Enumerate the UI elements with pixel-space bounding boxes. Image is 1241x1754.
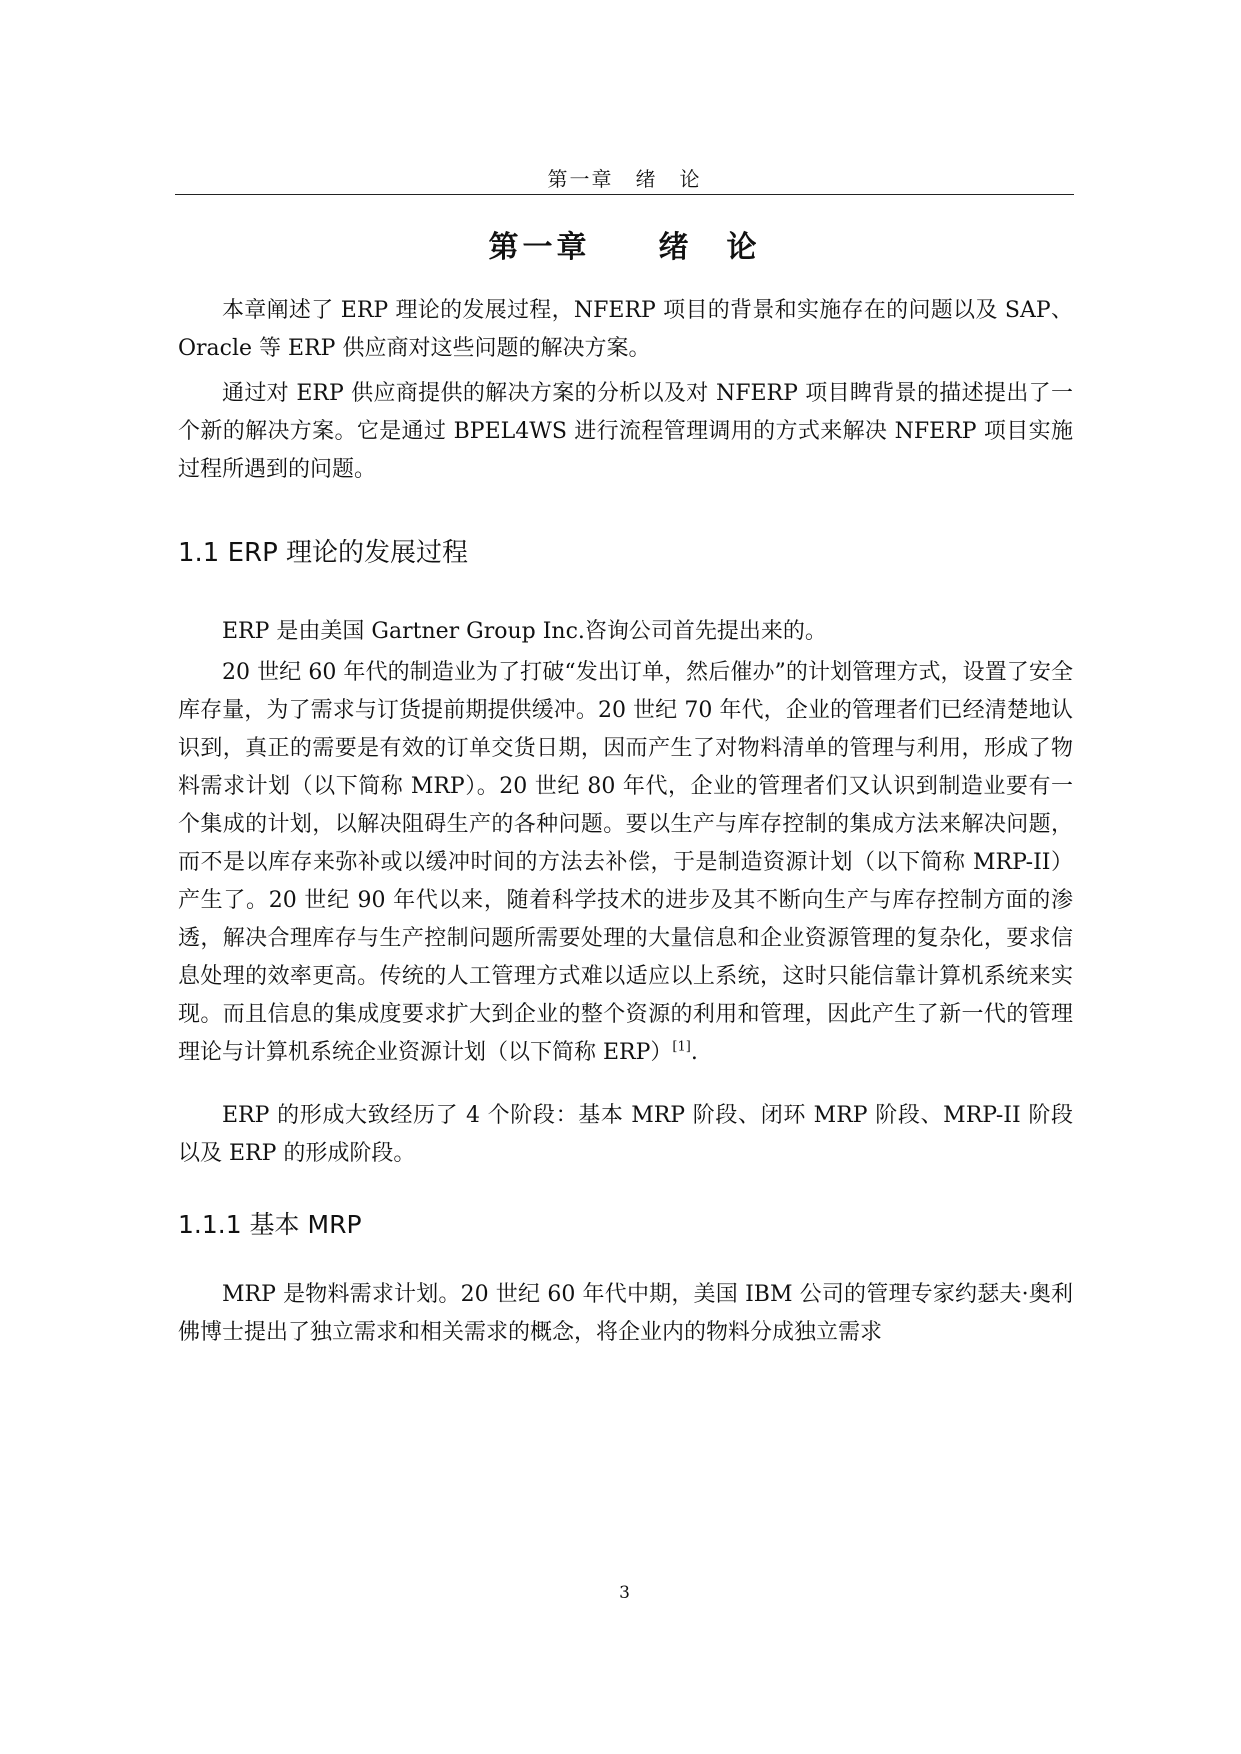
running-header: 第一章 绪 论: [547, 167, 702, 191]
paragraph-end-punctuation: .: [690, 1040, 698, 1065]
chapter-title: 第一章 绪 论: [488, 230, 761, 265]
section-1-1-paragraph-3: ERP 的形成大致经历了 4 个阶段：基本 MRP 阶段、闭环 MRP 阶段、MRP-II 阶段以及 ERP 的形成阶段。: [178, 1103, 1073, 1166]
intro-paragraph-2: 通过对 ERP 供应商提供的解决方案的分析以及对 NFERP 项目睥背景的描述提出了一个新的解决方案。它是通过 BPEL4WS 进行流程管理调用的方式来解决 NFERP 项目实施过程所遇到的问题。: [178, 381, 1073, 482]
section-1-1-1-paragraph-1: MRP 是物料需求计划。20 世纪 60 年代中期，美国 IBM 公司的管理专家约瑟夫·奥利佛博士提出了独立需求和相关需求的概念，将企业内的物料分成独立需求: [178, 1282, 1073, 1345]
section-heading-1-1: 1.1 ERP 理论的发展过程: [178, 538, 469, 568]
paragraph-text: 20 世纪 60 年代的制造业为了打破“发出订单，然后催办”的计划管理方式，设置了安全库存量，为了需求与订货提前期提供缓冲。20 世纪 70 年代，企业的管理者们已经清楚地认识到，真正的需要是有效的订单交货日期，因而产生了对物料清单的管理与利用，形成了物料需求计划（以下简称 MRP）。20 世纪 80 年代，企业的管理者们又认识到制造业要有一个集成的计划，以解决阻碍生产的各种问题。要以生产与库存控制的集成方法来解决问题，而不是以库存来弥补或以缓冲时间的方法去补偿，于是制造资源计划（以下简称 MRP-II）产生了。20 世纪 90 年代以来，随着科学技术的进步及其不断向生产与库存控制方面的渗透，解决合理库存与生产控制问题所需要处理的大量信息和企业资源管理的复杂化，要求信息处理的效率更高。传统的人工管理方式难以适应以上系统，这时只能信靠计算机系统来实现。而且信息的集成度要求扩大到企业的整个资源的利用和管理，因此产生了新一代的管理理论与计算机系统企业资源计划（以下简称 ERP）: [178, 660, 1073, 1065]
section-heading-1-1-1: 1.1.1 基本 MRP: [178, 1210, 362, 1239]
section-1-1-paragraph-1: ERP 是由美国 Gartner Group Inc.咨询公司首先提出来的。: [222, 619, 827, 644]
page-number: 3: [619, 1583, 630, 1603]
intro-paragraph-1: 本章阐述了 ERP 理论的发展过程，NFERP 项目的背景和实施存在的问题以及 SAP、Oracle 等 ERP 供应商对这些问题的解决方案。: [178, 298, 1073, 361]
section-1-1-paragraph-2: [178, 654, 1073, 1072]
header-rule: [175, 194, 1074, 195]
citation-reference[interactable]: [1]: [672, 1039, 691, 1055]
